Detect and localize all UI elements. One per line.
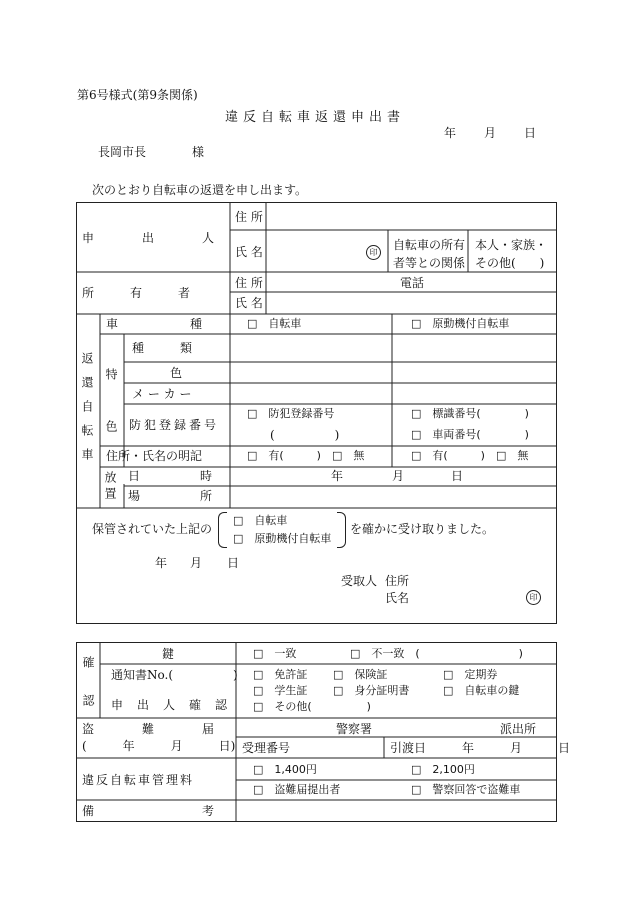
vehicle-type-moped-option[interactable]: □ 原動機付自転車 bbox=[411, 317, 510, 330]
address-name-yes-no-1[interactable]: □ 有( ) □ 無 bbox=[247, 449, 365, 462]
plate-number-option[interactable]: □ 標識番号( ) bbox=[411, 407, 529, 420]
maker-label: メ ー カ ー bbox=[132, 387, 192, 401]
phone-label: 電話 bbox=[400, 276, 425, 290]
owner-label: 所 有 者 bbox=[82, 286, 191, 300]
receipt-year: 年 bbox=[155, 556, 168, 570]
date-month: 月 bbox=[484, 126, 497, 140]
police-reply-option[interactable]: □ 警察回答で盗難車 bbox=[411, 783, 521, 796]
other-option[interactable]: □ その他( ) bbox=[253, 700, 371, 713]
handover-date-value: 年 月 日 bbox=[462, 741, 571, 755]
koban-label: 派出所 bbox=[500, 722, 537, 736]
remarks-label: 備 考 bbox=[82, 804, 215, 818]
seal-icon: 印 bbox=[526, 590, 541, 605]
receipt-moped-option[interactable]: □ 原動機付自転車 bbox=[233, 532, 332, 545]
receipt-pre-text: 保管されていた上記の bbox=[92, 522, 213, 536]
left-brace bbox=[218, 512, 227, 548]
vehicle-type-label: 車 種 bbox=[106, 317, 203, 331]
abandon-place-label: 場 所 bbox=[128, 489, 213, 503]
key-label: 鍵 bbox=[162, 647, 175, 661]
handover-date-label: 引渡日 bbox=[390, 741, 427, 755]
lead-text: 次のとおり自転車の返還を申し出ます。 bbox=[92, 183, 308, 197]
returned-bicycle-label: 返還自転車 bbox=[80, 352, 94, 472]
receiver-address-label: 住所 bbox=[385, 574, 410, 588]
receipt-day: 日 bbox=[227, 556, 240, 570]
form-title: 違反自転車返還申出書 bbox=[224, 110, 405, 125]
date-day: 日 bbox=[524, 126, 537, 140]
addressee-name: 長岡市長 bbox=[98, 145, 147, 159]
applicant-name-label: 氏 名 bbox=[235, 245, 263, 259]
applicant-check-label: 申 出 人 確 認 bbox=[111, 698, 229, 712]
receiver-seal bbox=[526, 590, 541, 605]
pass-option[interactable]: □ 定期券 bbox=[443, 668, 498, 681]
abandon-datetime-label: 日 時 bbox=[128, 469, 213, 483]
anti-theft-number-option[interactable]: □ 防犯登録番号 bbox=[247, 407, 335, 420]
receipt-bicycle-option[interactable]: □ 自転車 bbox=[233, 514, 288, 527]
applicant-label: 申 出 人 bbox=[82, 231, 215, 245]
vehicle-number-option[interactable]: □ 車両番号( ) bbox=[411, 428, 529, 441]
abandon-month: 月 bbox=[392, 469, 405, 483]
bike-key-option[interactable]: □ 自転車の鍵 bbox=[443, 684, 520, 697]
theft-filer-option[interactable]: □ 盗難届提出者 bbox=[253, 783, 341, 796]
relation-label: 自転車の所有者等との関係 bbox=[393, 238, 466, 270]
receipt-post-text: を確かに受け取りました。 bbox=[350, 522, 495, 536]
theft-report-label: 盗 難 届 bbox=[82, 722, 215, 736]
id-card-option[interactable]: □ 身分証明書 bbox=[333, 684, 410, 697]
confirm-label: 確認 bbox=[81, 656, 95, 732]
seal-icon: 印 bbox=[366, 245, 381, 260]
applicant-address-label: 住 所 bbox=[235, 210, 263, 224]
abandon-label: 放置 bbox=[103, 471, 117, 503]
date-year: 年 bbox=[444, 126, 457, 140]
right-brace bbox=[337, 512, 346, 548]
form-number: 第6号様式(第9条関係) bbox=[77, 88, 198, 102]
key-match-option[interactable]: □ 一致 bbox=[253, 647, 297, 660]
fee-2100-option[interactable]: □ 2,100円 bbox=[411, 763, 475, 776]
license-option[interactable]: □ 免許証 bbox=[253, 668, 308, 681]
address-name-label: 住所・氏名の明記 bbox=[106, 449, 203, 463]
owner-name-label: 氏 名 bbox=[235, 296, 263, 310]
owner-address-label: 住 所 bbox=[235, 276, 263, 290]
receiver-name-label: 氏名 bbox=[385, 591, 410, 605]
remarks-field[interactable] bbox=[240, 802, 554, 818]
abandon-day: 日 bbox=[451, 469, 464, 483]
vehicle-type-bicycle-option[interactable]: □ 自転車 bbox=[247, 317, 302, 330]
address-name-yes-no-2[interactable]: □ 有( ) □ 無 bbox=[411, 449, 529, 462]
receiver-label: 受取人 bbox=[341, 574, 378, 588]
insurance-option[interactable]: □ 保険証 bbox=[333, 668, 388, 681]
management-fee-label: 違反自転車管理料 bbox=[82, 773, 195, 787]
anti-theft-number-blank: ( ) bbox=[270, 428, 340, 442]
abandon-year: 年 bbox=[331, 469, 344, 483]
feature-label: 特色 bbox=[104, 368, 118, 472]
notice-number-label: 通知書No.( ) bbox=[111, 668, 238, 682]
receipt-number-label: 受理番号 bbox=[242, 741, 291, 755]
addressee-honorific: 様 bbox=[192, 145, 205, 159]
receipt-month: 月 bbox=[190, 556, 203, 570]
color-label: 色 bbox=[170, 366, 183, 380]
theft-report-date: ( 年 月 日) bbox=[82, 739, 236, 753]
student-id-option[interactable]: □ 学生証 bbox=[253, 684, 308, 697]
kind-label: 種 類 bbox=[132, 341, 193, 355]
fee-1400-option[interactable]: □ 1,400円 bbox=[253, 763, 317, 776]
police-station-label: 警察署 bbox=[336, 722, 373, 736]
anti-theft-label: 防犯登録番号 bbox=[129, 418, 220, 432]
relation-options: 本人・家族・その他( ) bbox=[475, 238, 548, 270]
applicant-seal bbox=[366, 245, 381, 260]
key-mismatch-option[interactable]: □ 不一致 ( ) bbox=[350, 647, 523, 660]
